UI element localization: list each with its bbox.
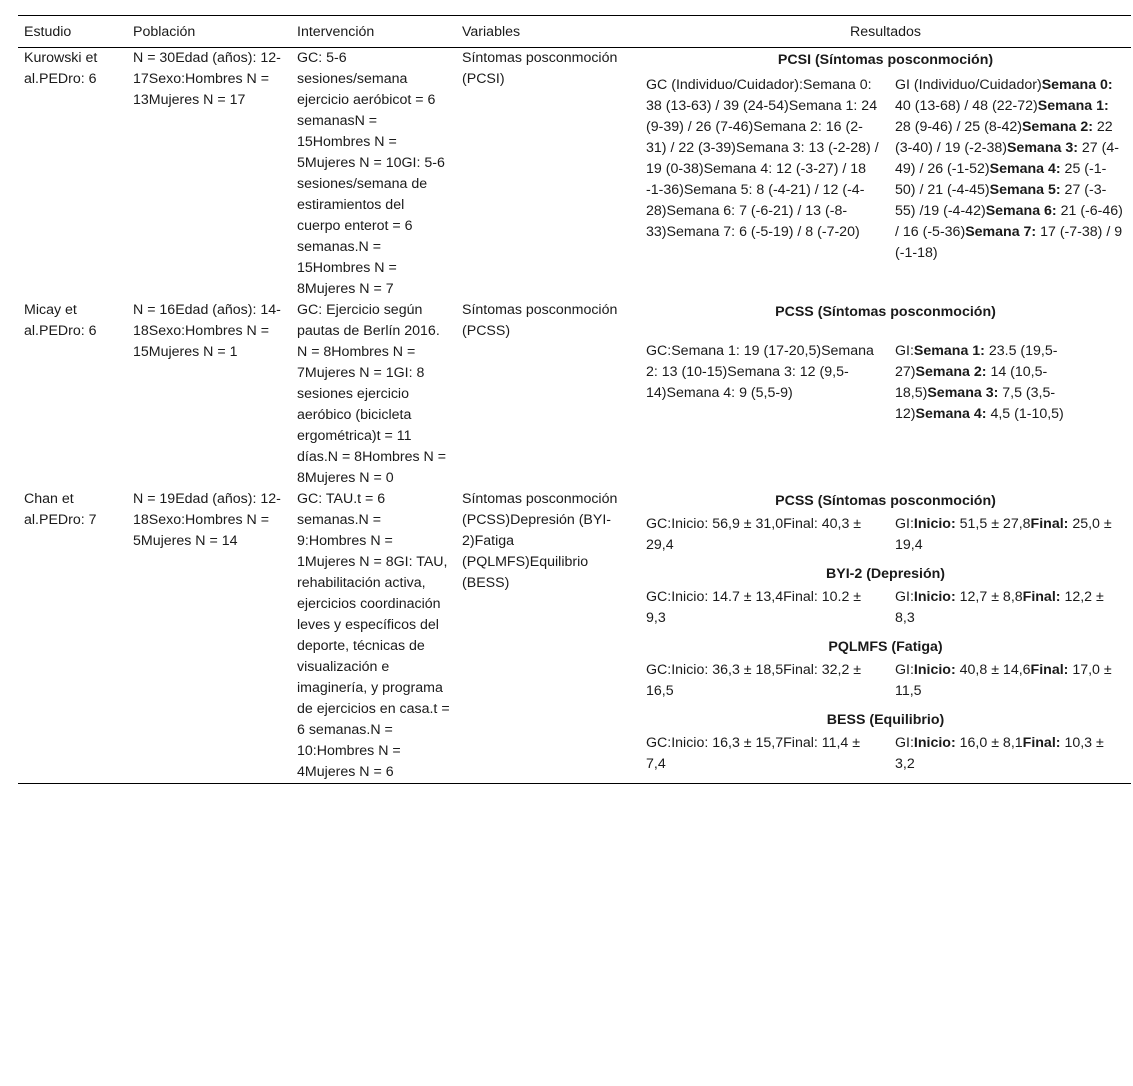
result-text: 14 (10,5-18,5) — [895, 363, 1048, 401]
gc-results-cell — [640, 660, 889, 706]
gi-results-cell — [889, 75, 1131, 300]
gi-results-cell — [889, 514, 1131, 560]
result-text: GI: — [895, 735, 914, 752]
result-text: 51,5 ± 27,8 — [955, 516, 1031, 533]
gc-results-cell — [640, 75, 889, 300]
result-label: Semana 3: — [927, 384, 999, 401]
header-estudio: Estudio — [18, 16, 127, 48]
population-cell: N = 19Edad (años): 12-18Sexo:Hombres N = 5Mujeres N = 14 — [127, 489, 291, 784]
gc-results-cell — [640, 514, 889, 560]
result-label: Inicio: — [913, 589, 956, 606]
result-text: GI: — [895, 589, 914, 606]
result-label: Semana 3: — [1006, 140, 1078, 157]
result-label: Semana 7: — [965, 224, 1037, 241]
result-section-title: BESS (Equilibrio) — [826, 711, 945, 728]
result-text: 25 (-1-50) / 21 (-4-45) — [895, 161, 1107, 199]
gc-results-cell — [640, 341, 889, 489]
result-text: 40 (13-68) / 48 (22-72) — [895, 98, 1038, 115]
result-text: 28 (9-46) / 25 (8-42) — [895, 119, 1022, 136]
result-text: 27 (4-49) / 26 (-1-52) — [895, 140, 1119, 178]
result-label: Semana 0: — [1041, 77, 1113, 94]
result-text: GC (Individuo/Cuidador):Semana 0: 38 (13-63) / 39 (24-54)Semana 1: 24 (9-39) / 26 (7-46)Semana 2: 16 (2-31) / 22 (3-39)Semana 3: 13 (-2-28) / 19 (0-38)Semana 4: 12 (-3-27) / 18 -1-36)Semana 5: 8 (-4-21) / 12 (-4-28)Semana 6: 7 (-6-21) / 13 (-8-33)Semana 7: 6 (-5-19) / 8 (-7-20) — [646, 77, 879, 241]
result-text: 21 (-6-46) / 16 (-5-36) — [895, 203, 1123, 241]
result-section-title: PQLMFS (Fatiga) — [828, 638, 943, 655]
gc-results-cell — [640, 733, 889, 783]
result-section-title: BYI-2 (Depresión) — [825, 565, 946, 582]
result-text: GI (Individuo/Cuidador) — [895, 77, 1042, 94]
result-label: Final: — [1022, 735, 1061, 752]
result-section-title: PCSS (Síntomas posconmoción) — [775, 493, 996, 509]
result-label: Semana 6: — [985, 203, 1057, 220]
study-name-cell: Kurowski et al.PEDro: 6 — [24, 50, 98, 87]
result-text: 16,0 ± 8,1 — [955, 735, 1023, 752]
result-text: 12,2 ± 8,3 — [895, 589, 1104, 627]
result-label: Semana 2: — [1021, 119, 1093, 136]
result-text: GC:Inicio: 14.7 ± 13,4Final: 10.2 ± 9,3 — [646, 589, 862, 627]
result-label: Semana 2: — [915, 363, 987, 380]
results-table-container — [18, 15, 1131, 784]
study-name-cell: Chan et al.PEDro: 7 — [18, 489, 127, 784]
result-label: Semana 1: — [913, 342, 985, 359]
table-body — [18, 48, 1131, 784]
gi-results-cell — [889, 733, 1131, 783]
header-variables: Variables — [456, 16, 640, 48]
result-section-title: PCSS (Síntomas posconmoción) — [775, 304, 996, 320]
result-label: Inicio: — [913, 735, 956, 752]
result-label: Final: — [1030, 662, 1069, 679]
result-label: Semana 4: — [989, 161, 1061, 178]
intervention-cell: GC: TAU.t = 6 semanas.N = 9:Hombres N = 1Mujeres N = 8GI: TAU, rehabilitación activa, ejercicios coordinación leves y específicos del deporte, técnicas de visualización e imaginería, y programa de ejercicios en casa.t = 6 semanas.N = 10:Hombres N = 4Mujeres N = 6 — [291, 489, 456, 784]
header-intervencion: Intervención — [291, 16, 456, 48]
results-table — [18, 15, 1131, 784]
table-row — [18, 489, 1131, 514]
result-text: 7,5 (3,5-12) — [895, 384, 1056, 422]
result-label: Inicio: — [913, 516, 956, 533]
result-text: GC:Semana 1: 19 (17-20,5)Semana 2: 13 (10-15)Semana 3: 12 (9,5-14)Semana 4: 9 (5,5-9) — [646, 342, 874, 401]
result-text: 17 (-7-38) / 9 (-1-18) — [895, 224, 1123, 262]
result-label: Inicio: — [913, 662, 956, 679]
intervention-cell: GC: 5-6 sesiones/semana ejercicio aeróbicot = 6 semanasN = 15Hombres N = 5Mujeres N = 10GI: 5-6 sesiones/semana de estiramientos del cuerpo enterot = 6 semanas.N = 15Hombres N = 8Mujeres N = 7 — [297, 50, 445, 297]
result-text: GC:Inicio: 16,3 ± 15,7Final: 11,4 ± 7,4 — [646, 735, 861, 773]
result-section-title: PCSI (Síntomas posconmoción) — [777, 52, 994, 68]
study-name-cell: Micay et al.PEDro: 6 — [24, 302, 97, 339]
result-label: Semana 5: — [989, 182, 1061, 199]
header-row — [18, 16, 1131, 48]
result-text: GI: — [895, 342, 914, 359]
result-text: 40,8 ± 14,6 — [955, 662, 1031, 679]
result-text: 12,7 ± 8,8 — [955, 589, 1023, 606]
variables-cell: Síntomas posconmoción (PCSS)Depresión (BYI-2)Fatiga (PQLMFS)Equilibrio (BESS) — [456, 489, 640, 784]
table-row — [18, 48, 1131, 76]
result-text: 17,0 ± 11,5 — [895, 662, 1112, 700]
result-text: 10,3 ± 3,2 — [895, 735, 1104, 773]
table-row — [18, 300, 1131, 341]
result-label: Semana 4: — [915, 405, 987, 422]
result-label: Semana 1: — [1037, 98, 1109, 115]
intervention-cell: GC: Ejercicio según pautas de Berlín 2016. N = 8Hombres N = 7Mujeres N = 1GI: 8 sesiones ejercicio aeróbico (bicicleta ergométrica)t = 11 días.N = 8Hombres N = 8Mujeres N = 0 — [297, 302, 447, 486]
result-text: 22 (3-40) / 19 (-2-38) — [895, 119, 1113, 157]
result-text: GI: — [895, 662, 914, 679]
result-label: Final: — [1022, 589, 1061, 606]
header-resultados: Resultados — [640, 16, 1131, 48]
result-text: GI: — [895, 516, 914, 533]
result-text: GC:Inicio: 36,3 ± 18,5Final: 32,2 ± 16,5 — [646, 662, 862, 700]
variables-cell: Síntomas posconmoción (PCSS) — [462, 302, 618, 339]
result-text: 27 (-3-55) /19 (-4-42) — [895, 182, 1107, 220]
gi-results-cell — [889, 660, 1131, 706]
result-text: GC:Inicio: 56,9 ± 31,0Final: 40,3 ± 29,4 — [646, 516, 862, 554]
gi-results-cell — [889, 587, 1131, 633]
gc-results-cell — [640, 587, 889, 633]
population-cell: N = 16Edad (años): 14-18Sexo:Hombres N = 15Mujeres N = 1 — [133, 302, 281, 360]
table-header — [18, 16, 1131, 48]
result-label: Final: — [1030, 516, 1069, 533]
result-text: 25,0 ± 19,4 — [895, 516, 1112, 554]
population-cell: N = 30Edad (años): 12-17Sexo:Hombres N = 13Mujeres N = 17 — [133, 50, 281, 108]
variables-cell: Síntomas posconmoción (PCSI) — [462, 50, 618, 87]
header-poblacion: Población — [127, 16, 291, 48]
result-text: 4,5 (1-10,5) — [986, 405, 1064, 422]
gi-results-cell — [889, 341, 1131, 489]
result-text: 23.5 (19,5-27) — [895, 342, 1058, 380]
